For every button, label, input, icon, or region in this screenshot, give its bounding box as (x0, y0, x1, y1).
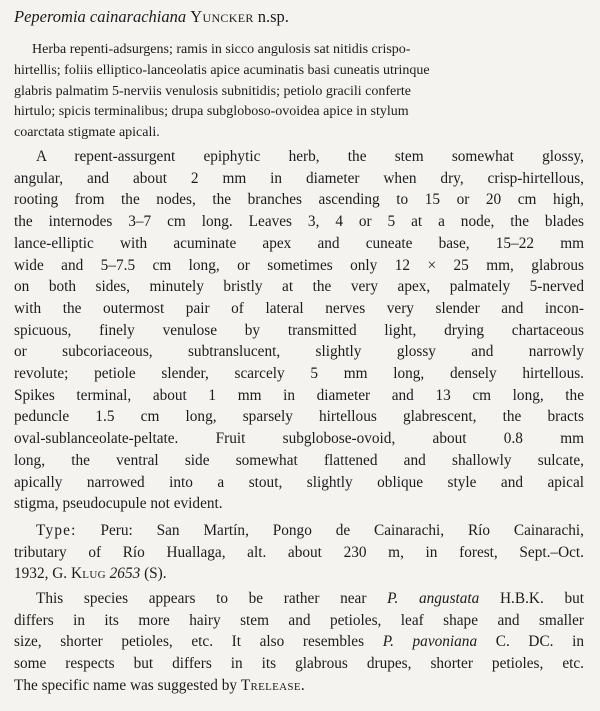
type-line (14, 563, 584, 585)
description-line: or subcoriaceous, subtranslucent, slightly glossy and narrowly (14, 343, 584, 361)
type-line (14, 520, 584, 542)
description-line: lance-elliptic with acuminate apex and cuneate base, 15–22 mm (14, 234, 584, 252)
discussion-text: H.B.K. but (500, 590, 584, 607)
person-name: Trelease (240, 676, 301, 694)
herbarium-code: (S). (144, 565, 167, 583)
description-line: revolute; petiole slender, scarcely 5 mm long, densely hirtellous. (14, 365, 584, 383)
discussion-line: some respects but differs in its glabrous drupes, shorter petioles, etc. (14, 655, 584, 673)
description-line: on both sides, minutely bristly at the very apex, palmately 5-nerved (14, 278, 584, 296)
collection-date: 1932, G. (14, 565, 68, 583)
discussion (14, 588, 584, 697)
species-heading (14, 6, 289, 28)
type-specimen (14, 520, 584, 585)
latin-line: Herba repenti-adsurgens; ramis in sicco angulosis sat nitidis crispo- (32, 42, 411, 57)
description-line: A repent-assurgent epiphytic herb, the stem somewhat glossy, (36, 148, 584, 165)
description-line: Spikes terminal, about 1 mm in diameter and 13 cm long, the (14, 386, 584, 404)
description-line: spicuous, finely venulose by transmitted light, drying chartaceous (14, 321, 584, 339)
description-line: long, the ventral side somewhat flattened and shallowly sulcate, (14, 451, 584, 469)
description-line: apically narrowed into a stout, slightly oblique style and apical (14, 473, 584, 491)
discussion-line: differs in its more hairy stem and petioles, leaf shape and smaller (14, 611, 584, 629)
description-line: with the outermost pair of lateral nerves very slender and incon- (14, 299, 584, 317)
english-description (14, 146, 584, 515)
author-name: Yuncker (190, 7, 254, 26)
latin-line: glabris palmatim 5-nerviis venulosis subnitidis; petiolo gracili conferte (14, 83, 411, 99)
discussion-text: The specific name was suggested by (14, 676, 238, 694)
discussion-line (14, 631, 584, 653)
collection-number: 2653 (109, 565, 141, 583)
type-label: Type: (36, 522, 77, 539)
related-species: P. angustata (387, 590, 480, 607)
description-line: stigma, pseudocupule not evident. (14, 495, 223, 513)
description-line: the internodes 3–7 cm long. Leaves 3, 4 or 5 at a node, the blades (14, 213, 584, 231)
discussion-text: C. DC. in (495, 633, 585, 651)
description-line: angular, and about 2 mm in diameter when dry, crisp-hirtellous, (14, 169, 584, 187)
discussion-line (14, 675, 584, 697)
latin-line: hirtellis; foliis elliptico-lanceolatis apice acuminatis basi cuneatis utrinque (14, 62, 430, 78)
novelty-status: n.sp. (257, 7, 289, 26)
species-name: Peperomia cainarachiana (14, 7, 187, 26)
discussion-text: . (300, 676, 305, 694)
discussion-text: size, shorter petioles, etc. It also resembles (14, 633, 365, 651)
discussion-text: This species appears to be rather near (36, 590, 367, 607)
description-line: rooting from the nodes, the branches ascending to 15 or 20 cm high, (14, 191, 584, 209)
type-locality: Peru: San Martín, Pongo de Cainarachi, Río Cainarachi, (100, 522, 584, 539)
description-line: wide and 5–7.5 cm long, or sometimes only 12 × 25 mm, glabrous (14, 256, 584, 274)
latin-line: coarctata stigmate apicali. (14, 125, 160, 141)
description-line: oval-sublanceolate-peltate. Fruit subglobose-ovoid, about 0.8 mm (14, 430, 584, 448)
latin-diagnosis (14, 40, 584, 144)
latin-line: hirtulo; spicis terminalibus; drupa subgloboso-ovoidea apice in stylum (14, 104, 409, 120)
description-line: peduncle 1.5 cm long, sparsely hirtellous glabrescent, the bracts (14, 408, 584, 426)
type-line: tributary of Río Huallaga, alt. about 230 m, in forest, Sept.–Oct. (14, 543, 584, 561)
discussion-line (14, 588, 584, 610)
collector-name: Klug (70, 565, 106, 583)
related-species: P. pavoniana (382, 633, 478, 651)
